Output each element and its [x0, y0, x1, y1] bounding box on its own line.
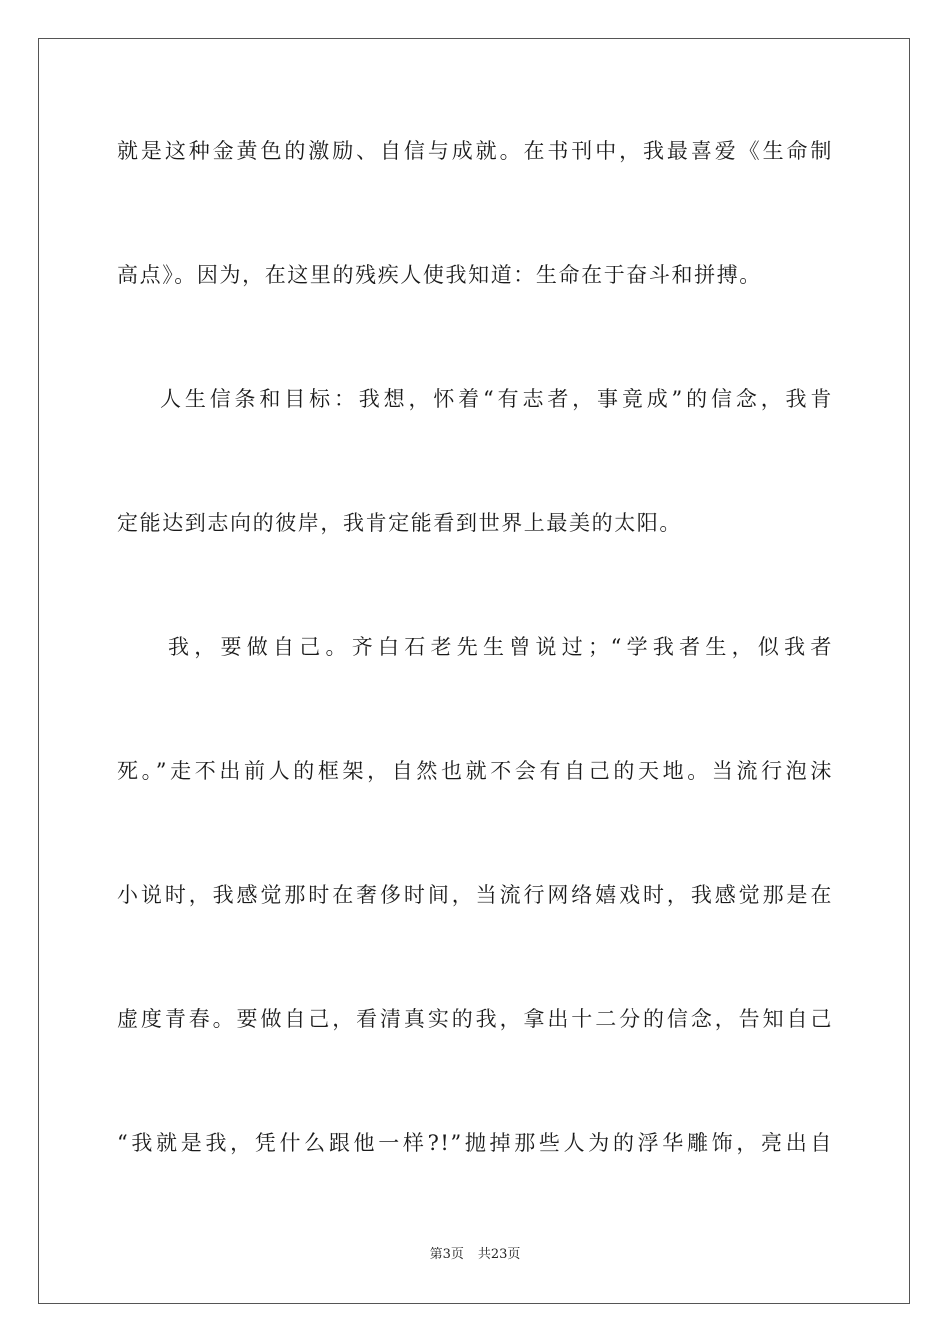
text-line-7: 小说时，我感觉那时在奢侈时间，当流行网络嬉戏时，我感觉那是在 — [117, 883, 833, 907]
text-line-2: 高点》。因为，在这里的残疾人使我知道：生命在于奋斗和拼搏。 — [117, 263, 762, 287]
page-border — [38, 38, 910, 1304]
text-line-3: 人生信条和目标：我想，怀着“有志者，事竟成”的信念，我肯 — [160, 387, 833, 411]
text-line-5: 我，要做自己。齐白石老先生曾说过；“学我者生，似我者 — [168, 635, 833, 659]
page-total: 共23页 — [477, 1247, 521, 1262]
page-number: 第3页 — [429, 1247, 464, 1262]
text-line-4: 定能达到志向的彼岸，我肯定能看到世界上最美的太阳。 — [117, 511, 682, 535]
text-line-9: “我就是我，凭什么跟他一样?!”抛掉那些人为的浮华雕饰，亮出自 — [117, 1131, 833, 1155]
text-line-6: 死。”走不出前人的框架，自然也就不会有自己的天地。当流行泡沫 — [117, 759, 833, 783]
page-footer — [0, 1246, 950, 1264]
text-line-1: 就是这种金黄色的激励、自信与成就。在书刊中，我最喜爱《生命制 — [117, 139, 833, 163]
text-line-8: 虚度青春。要做自己，看清真实的我，拿出十二分的信念，告知自己 — [117, 1007, 833, 1031]
